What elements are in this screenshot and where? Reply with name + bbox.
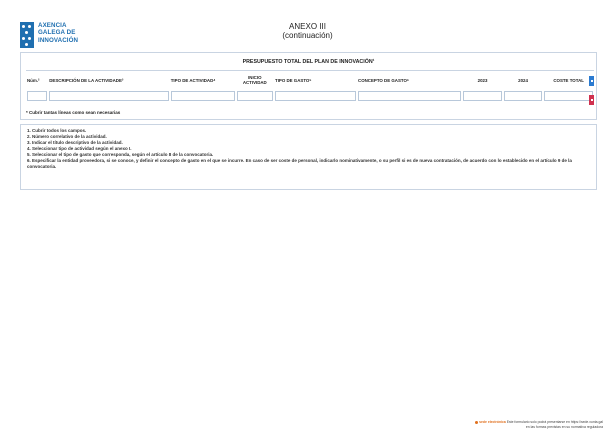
table-note: * Cubrir tantas líneas como sean necesarias	[26, 110, 121, 115]
amount-2024-field[interactable]	[504, 91, 542, 101]
activity-type-select[interactable]	[171, 91, 235, 101]
minus-icon	[591, 99, 593, 101]
table-header-row	[26, 71, 594, 90]
footer-text: Este formulario solo podrá presentarse en https://sede.xunta.gal en las formas previstas en su normativa reguladora	[506, 420, 603, 429]
annex-subtitle: (continuación)	[282, 31, 333, 40]
annex-title: ANEXO III	[289, 22, 326, 31]
footer-notice	[473, 420, 603, 429]
list-item: 4. Seleccionar tipo de actividad según el anexo I.	[27, 146, 132, 151]
total-cost-field[interactable]	[544, 91, 593, 101]
plus-icon	[591, 80, 593, 82]
list-item: 1. Cubrir todos los campos.	[27, 128, 87, 133]
sede-icon	[475, 421, 478, 424]
budget-table-title: PRESUPUESTO TOTAL DEL PLAN DE INNOVACIÓN¹	[242, 59, 375, 65]
col-header-number: Núm.²	[26, 71, 48, 90]
expense-concept-field[interactable]	[358, 91, 461, 101]
table-row	[26, 89, 594, 102]
logo-text: AXENCIA GALEGA DE INNOVACIÓN	[38, 22, 79, 44]
col-header-2023: 2023	[462, 71, 502, 90]
col-header-expense-concept: CONCEPTO DE GASTO⁶	[357, 71, 462, 90]
col-header-description: DESCRIPCIÓN DE LA ACTIVIDADE³	[48, 71, 169, 90]
budget-table	[26, 70, 594, 102]
amount-2023-field[interactable]	[463, 91, 501, 101]
col-header-activity-type: TIPO DE ACTIVIDAD⁴	[170, 71, 236, 90]
instructions-list	[21, 125, 596, 170]
add-row-button[interactable]	[589, 76, 594, 86]
description-field[interactable]	[49, 91, 168, 101]
col-header-total-cost: COSTE TOTAL	[543, 71, 594, 90]
col-header-2024: 2024	[503, 71, 543, 90]
annex-heading	[0, 22, 615, 40]
number-field[interactable]	[27, 91, 47, 101]
list-item: 2. Número correlativo de la actividad.	[27, 134, 107, 139]
list-item: 3. Indicar el título descriptivo de la actividad.	[27, 140, 123, 145]
delete-row-button[interactable]	[589, 95, 594, 105]
footer-badge: sede electrónica	[479, 420, 506, 424]
col-header-activity-start: INICIO ACTIVIDAD	[236, 71, 274, 90]
list-item: 5. Seleccionar el tipo de gasto que corresponda, según el artículo 8 de la convocatoria.	[27, 152, 214, 157]
list-item: 6. Especificar la entidad proveedora, si se conoce, y definir el concepto de gasto en el que se incurre. En caso de ser coste de personal, indicarlo nominativamente, o su perfil si es de nueva contratación, de acuerdo con lo establecido en el artículo 9 de la convocatoria.	[27, 158, 572, 169]
col-header-expense-type: TIPO DE GASTO⁵	[274, 71, 357, 90]
instructions-panel	[20, 124, 597, 190]
activity-start-field[interactable]	[237, 91, 273, 101]
expense-type-select[interactable]	[275, 91, 356, 101]
